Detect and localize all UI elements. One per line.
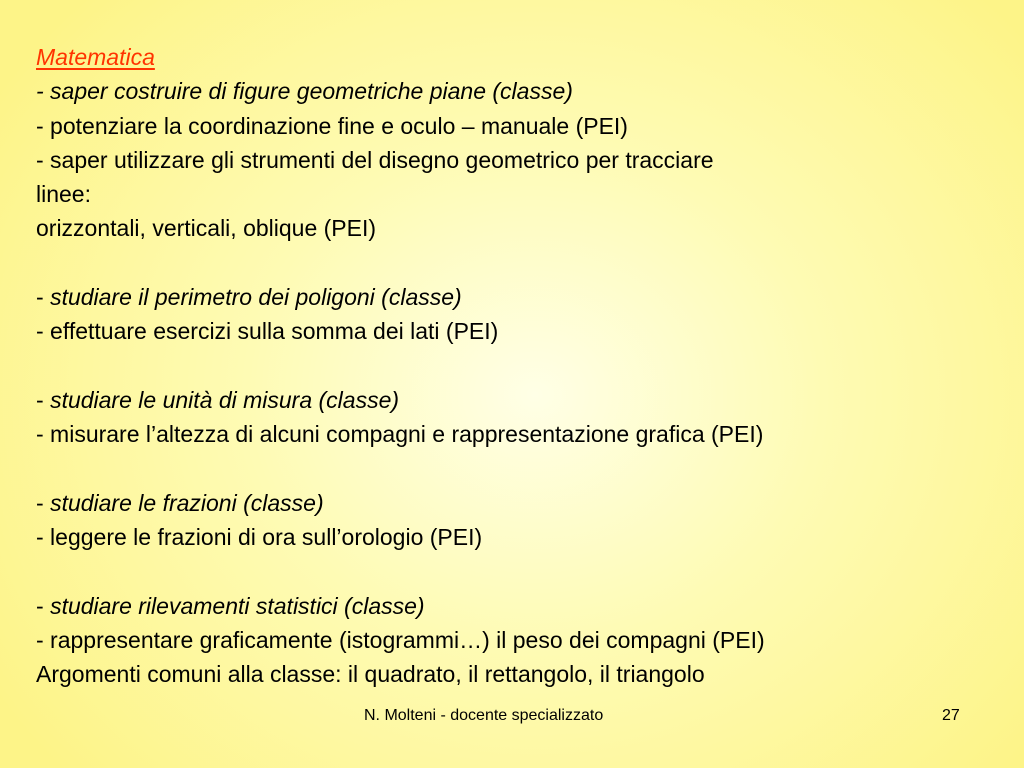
objective-line-4: linee: — [36, 181, 91, 208]
bullet-dash: - — [36, 386, 51, 413]
spacer — [36, 452, 996, 486]
objective-text: studiare il perimetro dei poligoni (classe) — [50, 284, 462, 311]
objective-line-7: - effettuare esercizi sulla somma dei lati (PEI) — [36, 318, 499, 345]
spacer — [36, 554, 996, 588]
bullet-dash: - — [36, 489, 51, 516]
objective-line-14: Argomenti comuni alla classe: il quadrato, il rettangolo, il triangolo — [36, 661, 705, 688]
objective-line-5: orizzontali, verticali, oblique (PEI) — [36, 215, 377, 242]
bullet-dash: - — [36, 592, 51, 619]
slide-body — [36, 40, 996, 692]
objective-text: studiare le frazioni (classe) — [50, 489, 324, 516]
objective-text: studiare le unità di misura (classe) — [50, 386, 400, 413]
objective-line-3: - saper utilizzare gli strumenti del disegno geometrico per tracciare — [36, 146, 714, 173]
spacer — [36, 246, 996, 280]
objective-line-6 — [36, 280, 996, 314]
objective-line-10 — [36, 486, 996, 520]
slide-number: 27 — [942, 707, 960, 724]
objective-line-11: - leggere le frazioni di ora sull’orologio (PEI) — [36, 524, 483, 551]
objective-text: studiare rilevamenti statistici (classe) — [50, 592, 425, 619]
objective-line-2: - potenziare la coordinazione fine e oculo – manuale (PEI) — [36, 112, 628, 139]
footer-author: N. Molteni - docente specializzato — [364, 707, 604, 724]
objective-line-9: - misurare l’altezza di alcuni compagni e rappresentazione grafica (PEI) — [36, 421, 764, 448]
spacer — [36, 349, 996, 383]
objective-line-1: - saper costruire di figure geometriche piane (classe) — [36, 78, 573, 105]
slide-heading: Matematica — [36, 44, 155, 70]
bullet-dash: - — [36, 284, 51, 311]
objective-line-13: - rappresentare graficamente (istogrammi…) il peso dei compagni (PEI) — [36, 627, 765, 654]
objective-line-12 — [36, 589, 996, 623]
objective-line-8 — [36, 383, 996, 417]
